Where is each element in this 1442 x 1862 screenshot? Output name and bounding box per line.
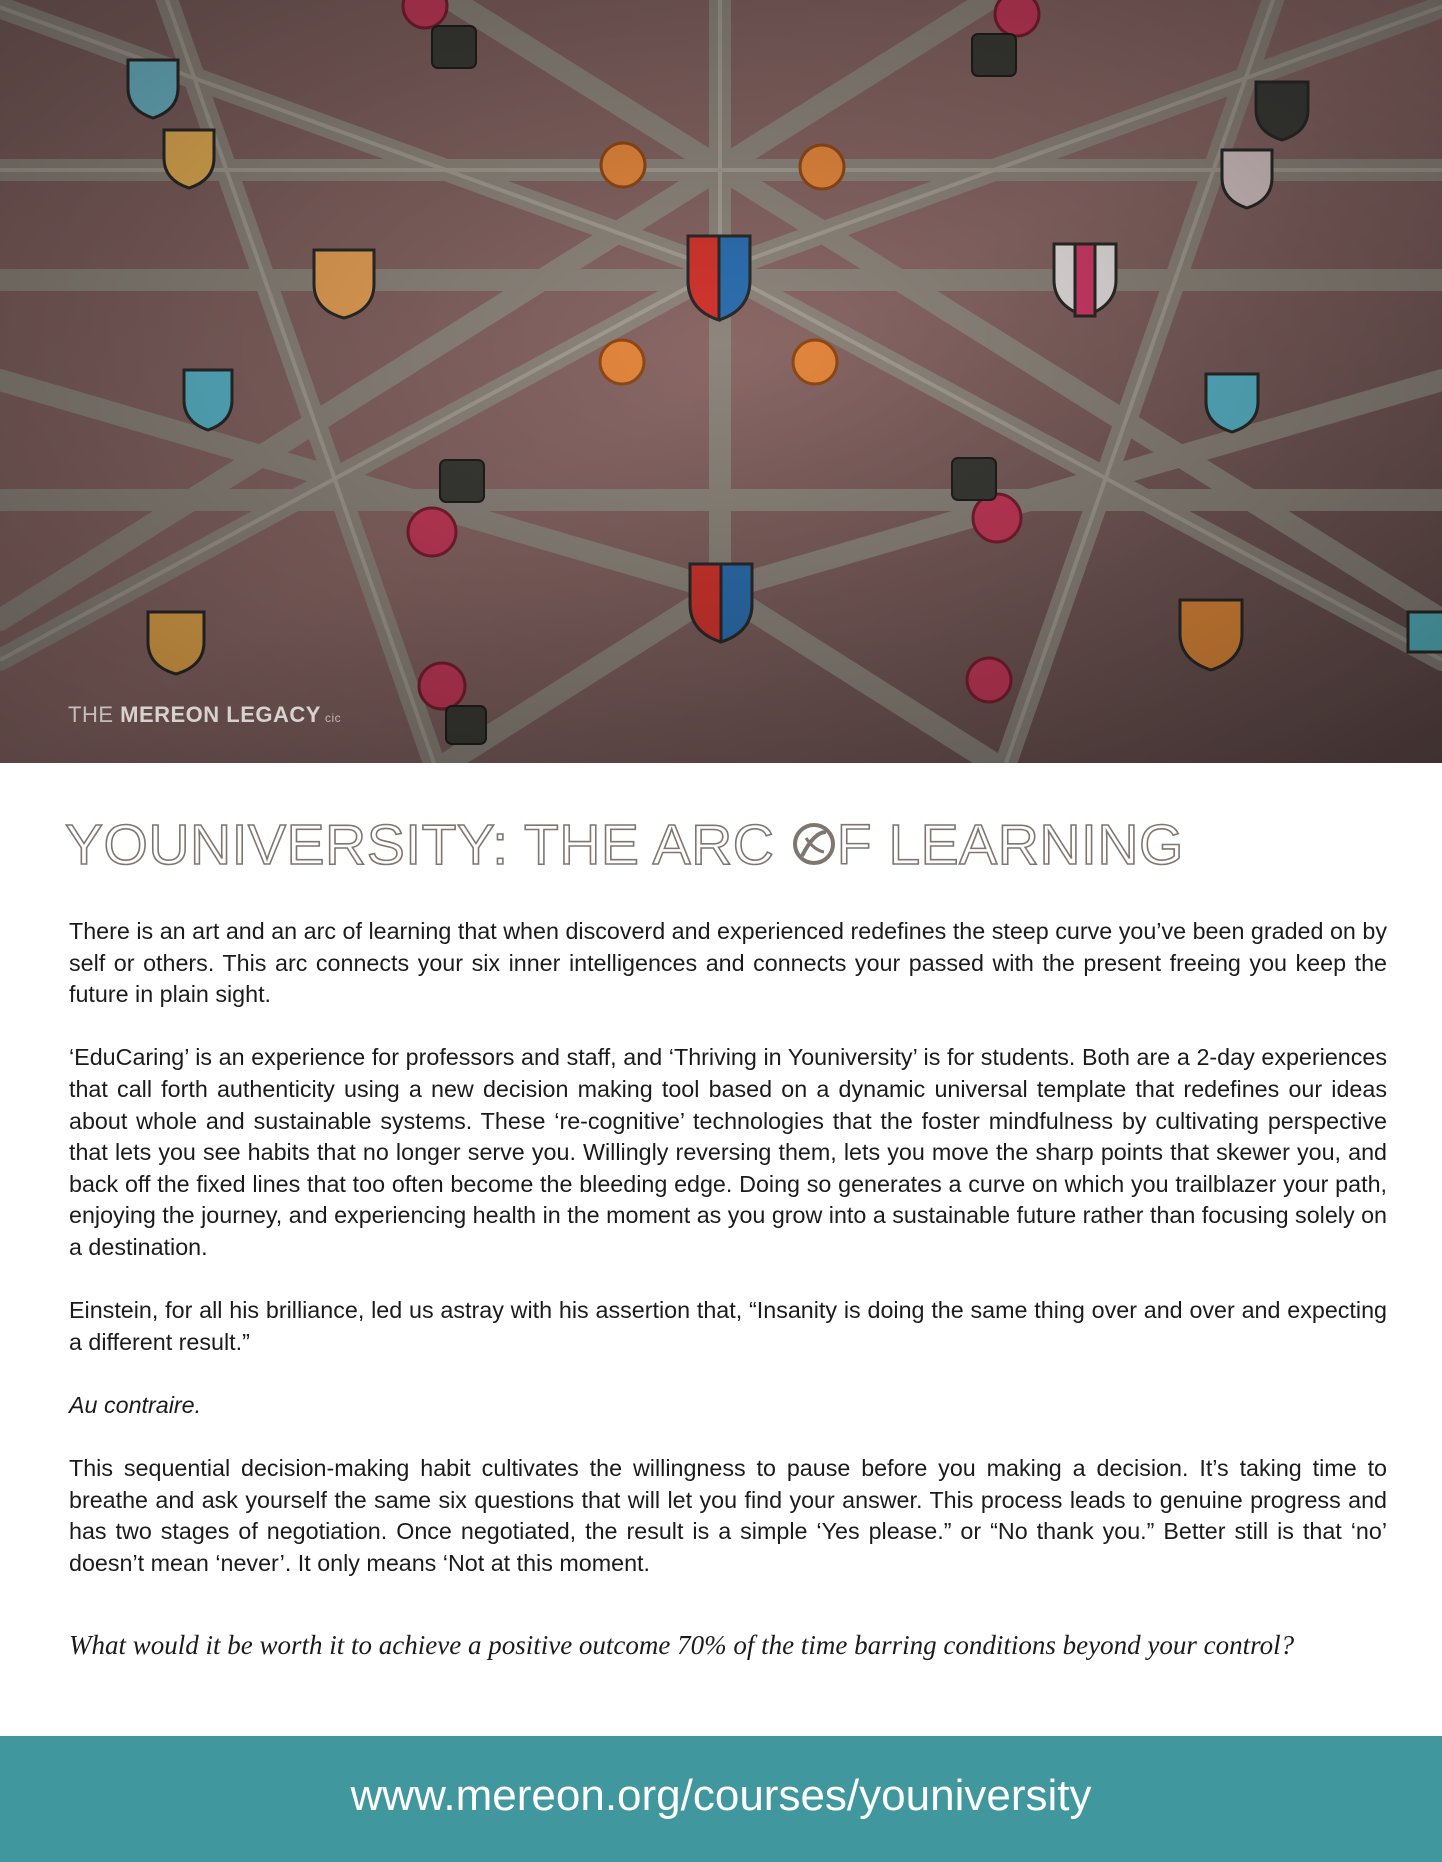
footer-banner xyxy=(0,1736,1442,1862)
article-body xyxy=(69,916,1387,1611)
arc-logo-icon xyxy=(792,814,836,858)
paragraph-au-contraire: Au contraire. xyxy=(69,1391,202,1418)
hero-image xyxy=(0,0,1442,763)
vaulted-ceiling-illustration xyxy=(0,0,1442,763)
paragraph-educaring: ‘EduCaring’ is an experience for professors and staff, and ‘Thriving in Youniversity’ is for students. Both are a 2-day experiences that call forth authenticity using a new decision making tool based on a dynamic universal template that redefines our ideas about whole and sustainable systems. These ‘re-cognitive’ technologies that the foster mindfulness by cultivating perspective that lets you see habits that no longer serve you. Willingly reversing them, lets you move the sharp points that skewer you, and back off the fixed lines that too often become the bleeding edge. Doing so generates a curve on which you trailblazer your path, enjoying the journey, and experiencing health in the moment as you grow into a sustainable future rather than focusing solely on a destination. xyxy=(69,1044,1387,1260)
closing-question: What would it be worth it to achieve a positive outcome 70% of the time barring conditions beyond your control? xyxy=(69,1630,1295,1660)
mereon-legacy-logo: THE MEREON LEGACY cic xyxy=(68,702,342,727)
page-title: YOUNIVERSITY: THE ARC F LEARNING xyxy=(65,813,1184,877)
paragraph-einstein: Einstein, for all his brilliance, led us astray with his assertion that, “Insanity is doing the same thing over and over and expecting a different result.” xyxy=(69,1297,1387,1355)
course-url-link[interactable]: www.mereon.org/courses/youniversity xyxy=(350,1771,1092,1820)
paragraph-intro: There is an art and an arc of learning that when discoverd and experienced redefines the steep curve you’ve been graded on by self or others. This arc connects your six inner intelligences and connects your passed with the present freeing you keep the future in plain sight. xyxy=(69,918,1387,1008)
paragraph-decision-habit: This sequential decision-making habit cultivates the willingness to pause before you making a decision. It’s taking time to breathe and ask yourself the same six questions that will let you find your answer. This process leads to genuine progress and has two stages of negotiation. Once negotiated, the result is a simple ‘Yes please.” or “No thank you.” Better still is that ‘no’ doesn’t mean ‘never’. It only means ‘Not at this moment. xyxy=(69,1455,1387,1576)
